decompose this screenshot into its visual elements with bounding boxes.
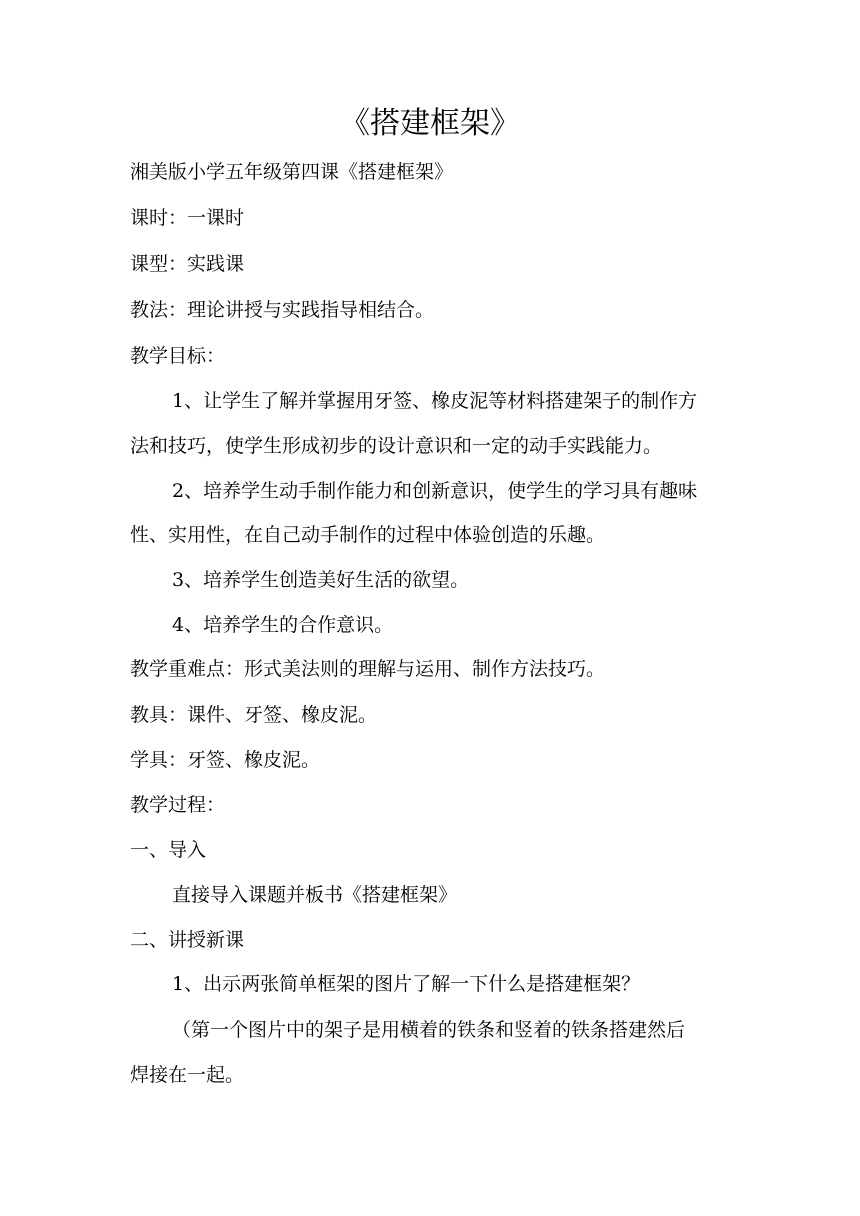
text-line: 法和技巧，使学生形成初步的设计意识和一定的动手实践能力。 xyxy=(130,435,663,457)
text-line: 湘美版小学五年级第四课《搭建框架》 xyxy=(130,161,454,183)
text-line: 课型：实践课 xyxy=(130,253,245,275)
text-line: 学具：牙签、橡皮泥。 xyxy=(130,749,321,771)
text-line: 4、培养学生的合作意识。 xyxy=(172,614,394,636)
text-line: 性、实用性，在自己动手制作的过程中体验创造的乐趣。 xyxy=(130,524,606,546)
text-line: 1、出示两张简单框架的图片了解一下什么是搭建框架？ xyxy=(172,973,641,995)
text-line: 教学目标： xyxy=(130,345,226,367)
text-line: 3、培养学生创造美好生活的欲望。 xyxy=(172,569,470,591)
text-line: 焊接在一起。 xyxy=(130,1064,245,1086)
text-line: 一、导入 xyxy=(130,839,207,861)
text-line: 二、讲授新课 xyxy=(130,929,245,951)
text-line: 课时：一课时 xyxy=(130,207,245,229)
document-title: 《搭建框架》 xyxy=(340,106,520,141)
text-line: 1、让学生了解并掌握用牙签、橡皮泥等材料搭建架子的制作方 xyxy=(172,390,698,412)
text-line: 教具：课件、牙签、橡皮泥。 xyxy=(130,704,378,726)
text-line: 直接导入课题并板书《搭建框架》 xyxy=(172,884,458,906)
text-line: （第一个图片中的架子是用横着的铁条和竖着的铁条搭建然后 xyxy=(172,1019,686,1041)
text-line: 2、培养学生动手制作能力和创新意识，使学生的学习具有趣味 xyxy=(172,480,698,502)
text-line: 教法：理论讲授与实践指导相结合。 xyxy=(130,299,435,321)
text-line: 教学过程： xyxy=(130,794,226,816)
text-line: 教学重难点：形式美法则的理解与运用、制作方法技巧。 xyxy=(130,658,606,680)
